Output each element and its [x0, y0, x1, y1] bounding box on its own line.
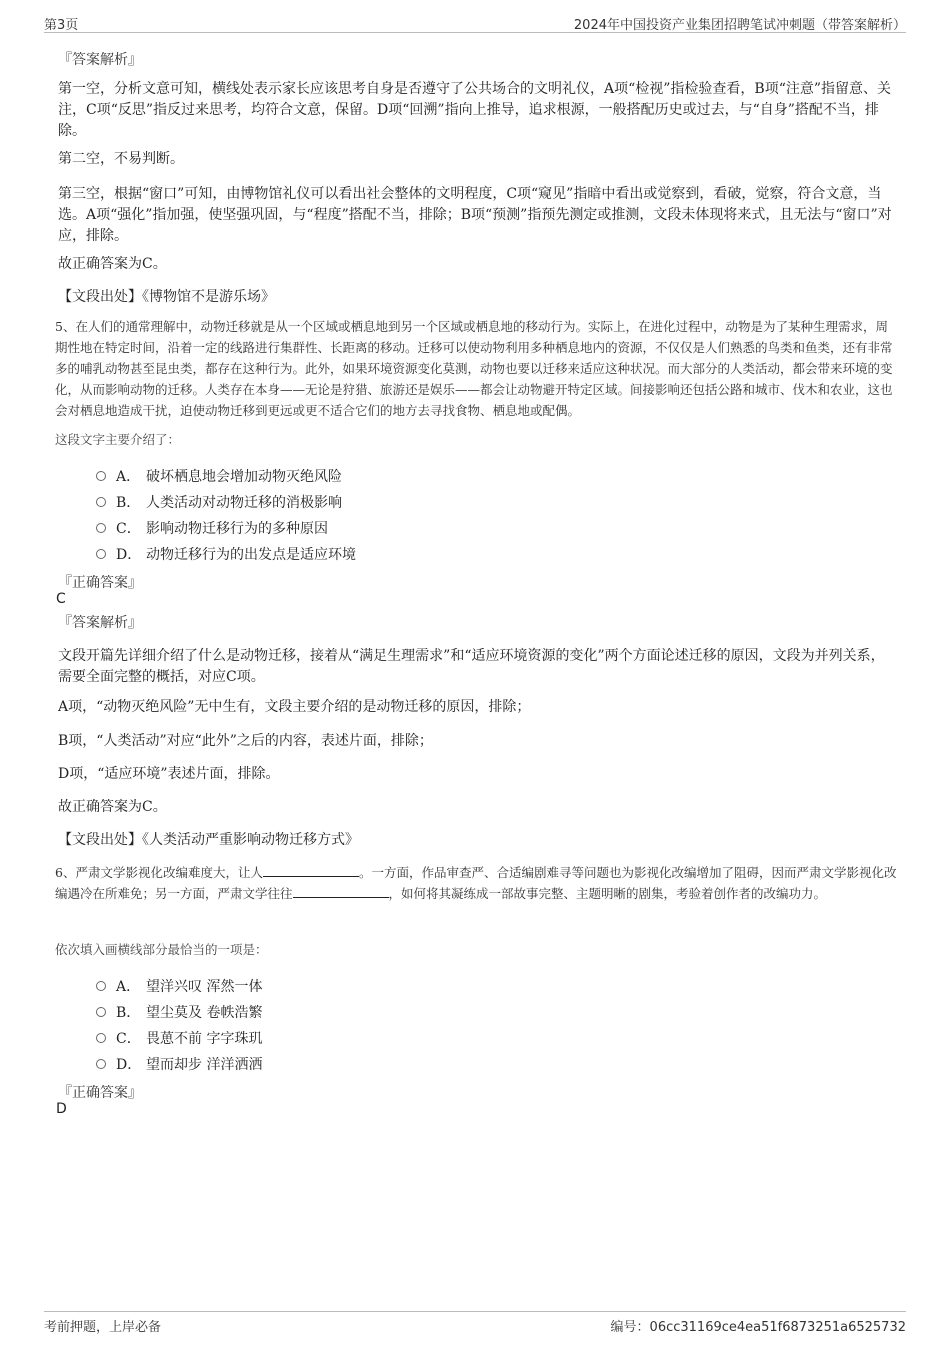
page-header — [44, 14, 906, 33]
q5-analysis-4: D项，“适应环境”表述片面，排除。 — [58, 766, 280, 782]
q5-analysis-3: B项，“人类活动”对应“此外”之后的内容，表述片面，排除； — [58, 733, 433, 749]
source-citation: 【文段出处】《博物馆不是游乐场》 — [58, 289, 275, 305]
q5-option-c[interactable]: C． 影响动物迁移行为的多种原因 — [96, 518, 328, 538]
radio-icon[interactable] — [96, 497, 106, 507]
analysis-tag: 『答案解析』 — [58, 615, 142, 631]
radio-icon[interactable] — [96, 1059, 106, 1069]
question-5-prompt: 这段文字主要介绍了： — [55, 432, 181, 447]
correct-answer-tag: 『正确答案』 — [58, 1085, 142, 1101]
correct-answer-tag: 『正确答案』 — [58, 575, 142, 591]
question-6-prompt: 依次填入画横线部分最恰当的一项是： — [55, 942, 268, 957]
radio-icon[interactable] — [96, 981, 106, 991]
fill-blank-1 — [263, 864, 359, 877]
radio-icon[interactable] — [96, 1007, 106, 1017]
q6-option-a[interactable]: A． 望洋兴叹 浑然一体 — [96, 976, 262, 996]
correct-answer: D — [56, 1101, 67, 1117]
q5-option-b[interactable]: B． 人类活动对动物迁移的消极影响 — [96, 492, 342, 512]
radio-icon[interactable] — [96, 523, 106, 533]
analysis-paragraph-3: 第三空，根据“窗口”可知，由博物馆礼仪可以看出社会整体的文明程度，C项“窥见”指暗中看出或觉察到，看破，觉察，符合文意，当选。A项“强化”指加强，使坚强巩固，与“程度”搭配不当，排除；B项“预测”指预先测定或推测，文段未体现将来式，且无法与“窗口”对应，排除。 — [58, 186, 892, 244]
question-5-text: 5、在人们的通常理解中，动物迁移就是从一个区域或栖息地到另一个区域或栖息地的移动行为。实际上，在进化过程中，动物是为了某种生理需求，周期性地在特定时间，沿着一定的线路进行集群性、长距离的移动。迁移可以使动物利用多种栖息地内的资源，不仅仅是人们熟悉的鸟类和鱼类，还有非常多的哺乳动物甚至昆虫类，都存在这种行为。此外，如果环境资源变化莫测，动物也要以迁移来适应这种状况。而大部分的人类活动，都会带来环境的变化，从而影响动物的迁移。人类存在本身——无论是狩猎、旅游还是娱乐——都会让动物避开特定区域。间接影响还包括公路和城市、伐木和农业，这也会对栖息地造成干扰，迫使动物迁移到更远或更不适合它们的地方去寻找食物、栖息地或配偶。 — [55, 319, 893, 418]
fill-blank-2 — [293, 885, 389, 898]
analysis-paragraph-1: 第一空，分析文意可知，横线处表示家长应该思考自身是否遵守了公共场合的文明礼仪，A项“检视”指检验查看，B项“注意”指留意、关注，C项“反思”指反过来思考，均符合文意，保留。D项“回溯”指向上推导，追求根源，一般搭配历史或过去，与“自身”搭配不当，排除。 — [58, 81, 892, 139]
q6-option-b[interactable]: B． 望尘莫及 卷帙浩繁 — [96, 1002, 262, 1022]
serial-number: 06cc31169ce4ea51f6873251a6525732 — [649, 1320, 906, 1335]
analysis-paragraph-2: 第二空，不易判断。 — [58, 151, 184, 167]
radio-icon[interactable] — [96, 471, 106, 481]
analysis-conclusion: 故正确答案为C。 — [58, 256, 167, 272]
q5-option-a[interactable]: A． 破坏栖息地会增加动物灭绝风险 — [96, 466, 342, 486]
q6-option-c[interactable]: C． 畏葸不前 字字珠玑 — [96, 1028, 262, 1048]
page-footer — [44, 1311, 906, 1334]
page-number: 第3页 — [44, 18, 79, 33]
source-citation: 【文段出处】《人类活动严重影响动物迁移方式》 — [58, 832, 359, 848]
q6-option-d[interactable]: D． 望而却步 洋洋洒洒 — [96, 1054, 262, 1074]
q5-analysis-1: 文段开篇先详细介绍了什么是动物迁移，接着从“满足生理需求”和“适应环境资源的变化”两个方面论述迁移的原因，文段为并列关系，需要全面完整的概括，对应C项。 — [58, 648, 885, 685]
radio-icon[interactable] — [96, 549, 106, 559]
q5-option-d[interactable]: D． 动物迁移行为的出发点是适应环境 — [96, 544, 356, 564]
q5-analysis-conclusion: 故正确答案为C。 — [58, 799, 167, 815]
correct-answer: C — [56, 591, 66, 607]
analysis-tag: 『答案解析』 — [58, 52, 142, 68]
radio-icon[interactable] — [96, 1033, 106, 1043]
q5-analysis-2: A项，“动物灭绝风险”无中生有，文段主要介绍的是动物迁移的原因，排除； — [58, 699, 531, 715]
footer-serial: 编号：06cc31169ce4ea51f6873251a6525732 — [610, 1320, 906, 1335]
question-6-text: 6、严肃文学影视化改编难度大，让人 。一方面，作品审查严、合适编剧难寻等问题也为影视化改编增加了阻碍，因而严肃文学影视化改编遇冷在所难免；另一方面，严肃文学往往 ，如何将其凝练成一部故事完整、主题明晰的剧集，考验着创作者的改编功力。 — [55, 865, 897, 901]
footer-slogan: 考前押题，上岸必备 — [44, 1320, 162, 1335]
document-title: 2024年中国投资产业集团招聘笔试冲刺题（带答案解析） — [573, 18, 906, 33]
